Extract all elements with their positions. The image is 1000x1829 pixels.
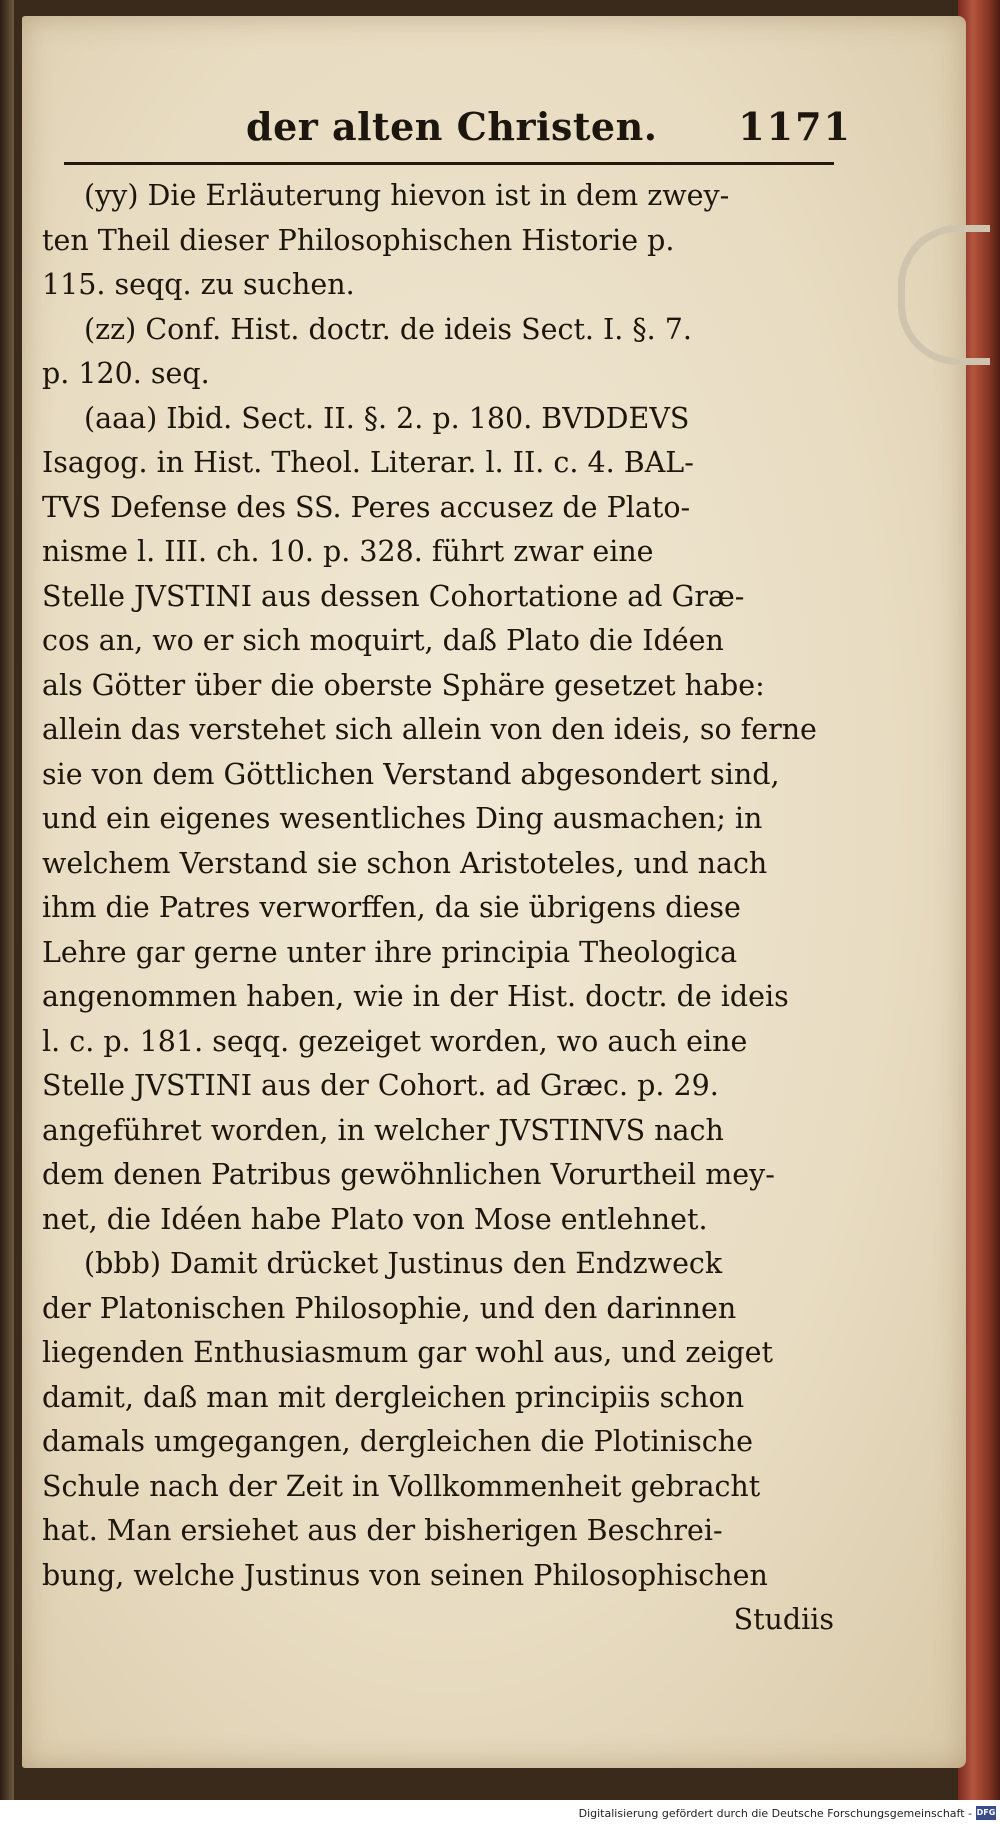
text-line: hat. Man ersiehet aus der bisherigen Beschrei- (42, 1514, 723, 1547)
text-line: angeführet worden, in welcher JVSTINVS nach (42, 1113, 724, 1147)
text-line: ihm die Patres verworffen, da sie übrigens diese (42, 891, 741, 924)
text-line: 115. seqq. zu suchen. (42, 268, 355, 301)
text-line: liegenden Enthusiasmum gar wohl aus, und zeiget (42, 1336, 773, 1369)
header-rule (64, 162, 834, 165)
text-line: als Götter über die oberste Sphäre gesetzet habe: (42, 668, 765, 702)
text-line: welchem Verstand sie schon Aristoteles, und nach (42, 846, 768, 880)
text-line: nisme l. III. ch. 10. p. 328. führt zwar eine (42, 535, 654, 568)
text-line: ten Theil dieser Philosophischen Historie p. (42, 223, 675, 257)
text-line: TVS Defense des SS. Peres accusez de Plato- (42, 490, 691, 524)
running-title: der alten Christen. (246, 104, 658, 149)
dfg-logo-icon: DFG (976, 1806, 996, 1820)
text-line: (aaa) Ibid. Sect. II. §. 2. p. 180. BVDDEVS (84, 401, 690, 435)
page-header (222, 104, 862, 154)
funding-credit: Digitalisierung gefördert durch die Deutsche Forschungsgemeinschaft - (578, 1807, 972, 1820)
text-line: Lehre gar gerne unter ihre principia Theologica (42, 935, 738, 969)
text-line: allein das verstehet sich allein von den ideis, so ferne (42, 713, 817, 746)
text-line: (zz) Conf. Hist. doctr. de ideis Sect. I. §. 7. (84, 312, 692, 346)
text-line: bung, welche Justinus von seinen Philosophischen (42, 1558, 768, 1592)
text-line: der Platonischen Philosophie, und den darinnen (42, 1291, 737, 1325)
text-line: (bbb) Damit drücket Justinus den Endzweck (84, 1247, 723, 1280)
page-clip (898, 225, 990, 365)
digitization-footer (0, 1800, 1000, 1829)
text-line: l. c. p. 181. seqq. gezeiget worden, wo auch eine (42, 1024, 748, 1058)
text-line: dem denen Patribus gewöhnlichen Vorurtheil mey- (42, 1158, 775, 1191)
text-line: net, die Idéen habe Plato von Mose entlehnet. (42, 1202, 708, 1236)
text-line: Isagog. in Hist. Theol. Literar. l. II. c. 4. BAL- (42, 446, 694, 479)
footnote-text (42, 174, 842, 1643)
text-line: (yy) Die Erläuterung hievon ist in dem zwey- (84, 179, 730, 212)
text-line: damit, daß man mit dergleichen principiis schon (42, 1380, 745, 1414)
text-line: Stelle JVSTINI aus dessen Cohortatione ad Græ- (42, 579, 745, 613)
text-line: p. 120. seq. (42, 357, 210, 390)
book-page (22, 16, 966, 1768)
text-line: angenommen haben, wie in der Hist. doctr. de ideis (42, 980, 789, 1013)
text-line: Stelle JVSTINI aus der Cohort. ad Græc. p. 29. (42, 1069, 719, 1102)
text-line: cos an, wo er sich moquirt, daß Plato die Idéen (42, 624, 724, 657)
catchword: Studiis (733, 1603, 834, 1636)
text-line: und ein eigenes wesentliches Ding ausmachen; in (42, 802, 763, 835)
text-line: damals umgegangen, dergleichen die Plotinische (42, 1425, 753, 1458)
page-number: 1171 (738, 104, 852, 149)
binding-shadow (0, 0, 14, 1800)
text-line: sie von dem Göttlichen Verstand abgesondert sind, (42, 757, 780, 791)
text-line: Schule nach der Zeit in Vollkommenheit gebracht (42, 1469, 761, 1503)
